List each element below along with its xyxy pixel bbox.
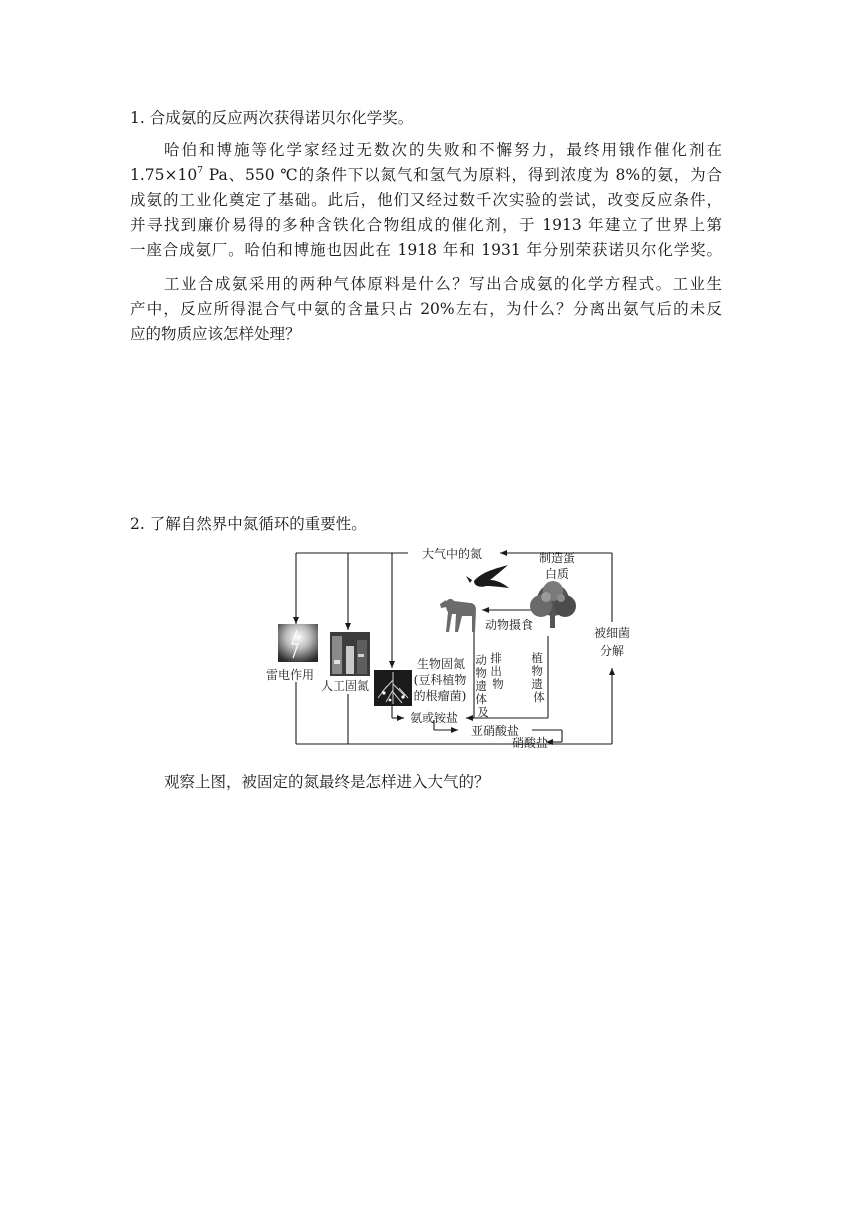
paragraph-1-line: 并寻找到廉价易得的多种含铁化合物组成的催化剂，于 1913 年建立了世界上第	[130, 216, 722, 234]
horse-icon	[440, 599, 476, 632]
label-bio-fixation-line3: 的根瘤菌)	[413, 689, 467, 703]
label-nitrate: 硝酸盐	[511, 736, 549, 750]
factory-picture	[330, 632, 370, 676]
section2-heading: 2. 了解自然界中氮循环的重要性。	[130, 515, 367, 533]
label-artificial-fixation: 人工固氮	[320, 679, 370, 693]
pressure-exponent: 7	[197, 166, 203, 176]
label-protein-line1: 制造蛋	[538, 551, 576, 565]
paragraph-2-line: 产中，反应所得混合气中氨的含量只占 20%左右，为什么？分离出氨气后的未反	[130, 300, 722, 318]
paragraph-2-line: 工业合成氨采用的两种气体原料是什么？写出合成氨的化学方程式。工业生	[164, 275, 722, 293]
label-protein-line2: 白质	[544, 567, 570, 581]
label-decompose-line2: 分解	[599, 644, 625, 658]
eagle-icon	[466, 565, 509, 588]
lightning-picture	[278, 624, 318, 662]
paragraph-1-text: Pa、550 ℃的条件下以氮气和氢气为原料，得到浓度为 8%的氨，为合	[202, 166, 722, 184]
label-plant-remains: 植 物 遗 体	[531, 651, 545, 704]
label-bio-fixation-line1: 生物固氮	[416, 657, 466, 671]
paragraph-1-line: 成氨的工业化奠定了基础。此后，他们又经过数千次实验的尝试，改变反应条件，	[130, 191, 722, 209]
label-decompose-line1: 被细菌	[593, 626, 630, 640]
paragraph-1-line: 一座合成氨厂。哈伯和博施也因此在 1918 年和 1931 年分别荣获诺贝尔化学奖。	[130, 241, 722, 259]
tree-icon	[530, 581, 576, 628]
paragraph-1-line	[130, 165, 722, 185]
paragraph-2-line: 应的物质应该怎样处理？	[130, 325, 301, 343]
diagram-labels	[266, 546, 630, 750]
label-nitrite: 亚硝酸盐	[470, 724, 520, 738]
section1-heading: 1. 合成氨的反应两次获得诺贝尔化学奖。	[130, 109, 414, 127]
label-ammonia: 氨或铵盐	[409, 711, 459, 725]
section2-question: 观察上图，被固定的氮最终是怎样进入大气的？	[164, 773, 490, 791]
nitrogen-cycle-diagram	[250, 540, 630, 755]
label-bio-fixation-line2: (豆科植物	[413, 673, 467, 687]
label-animal-feeding: 动物摄食	[484, 618, 534, 632]
pressure-value: 1.75×10	[130, 166, 198, 184]
label-lightning: 雷电作用	[265, 668, 315, 682]
root-nodules-picture	[374, 670, 412, 706]
label-animal-remains: 动 物 遗 体 及	[475, 653, 489, 719]
paragraph-1-line: 哈伯和博施等化学家经过无数次的失败和不懈努力，最终用锇作催化剂在	[164, 141, 722, 159]
label-excreta: 排 出 物	[490, 651, 504, 691]
label-atmosphere: 大气中的氮	[421, 547, 483, 561]
